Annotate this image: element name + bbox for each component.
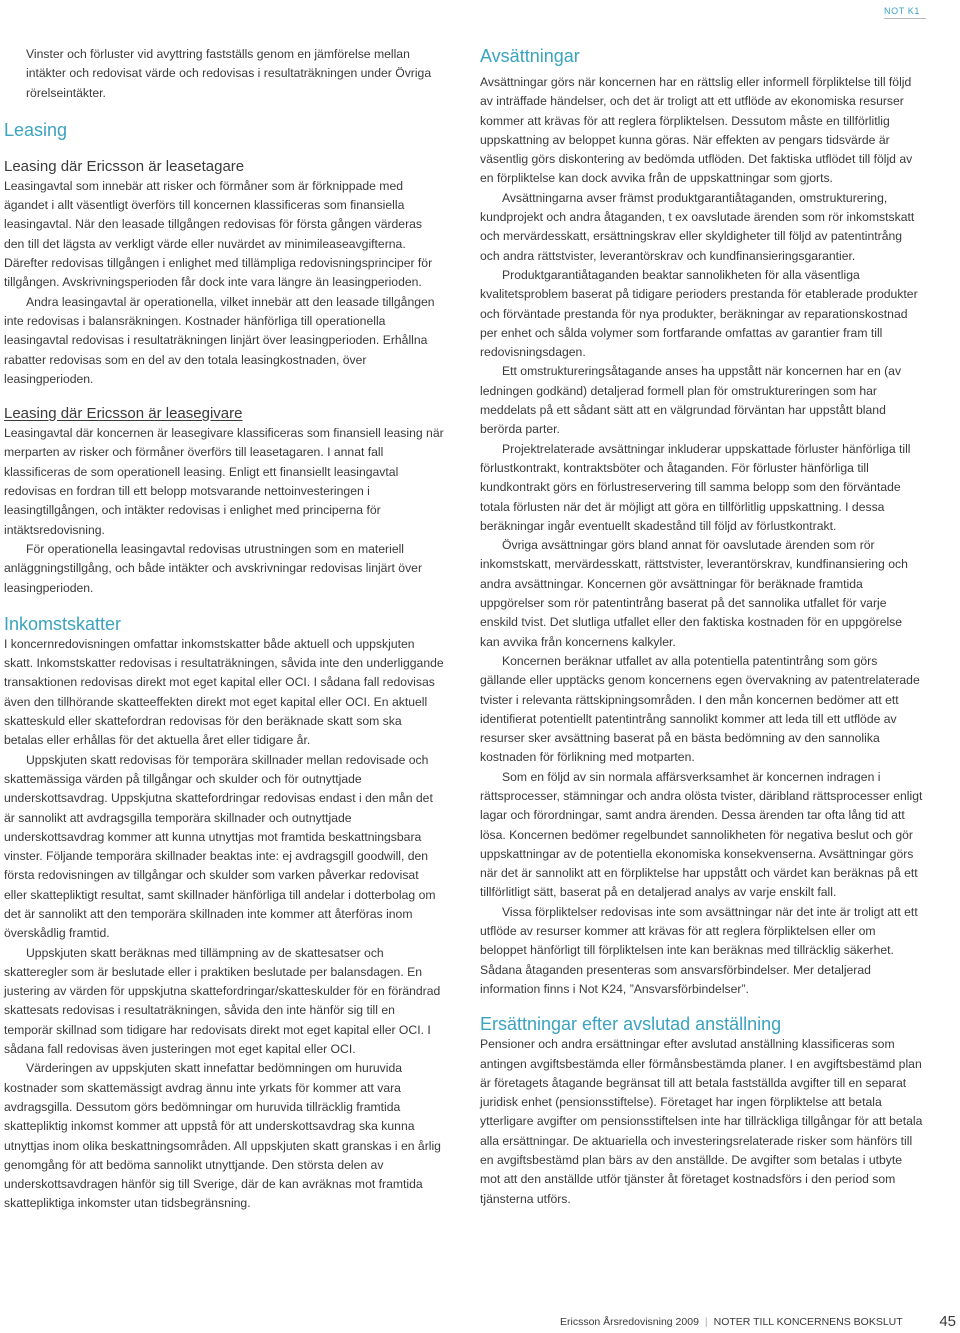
avsattningar-paragraph-6: Övriga avsättningar görs bland annat för oavslutade ärenden som rör inkomstskatt, mervärdesskatt, rättstvister, leverantörskrav, kundfinansiering och andra avsättningar. Koncernen gör avsättningar för beräknade framtida uppgörelser som rör patentintrång baserat på det sannolika utfallet för varje enskild tvist. Det slutliga utfallet eller den faktiska kostnaden för en uppgörelse kan avvika från koncernens kalkyler. [480, 538, 908, 649]
leasegivare-paragraph-2: För operationella leasingavtal redovisas utrustningen som en materiell anläggningstillgång, och både intäkter och avskrivningar redovisas linjärt över leasingperioden. [4, 541, 422, 595]
avsattningar-paragraph-7: Koncernen beräknar utfallet av alla potentiella patentintrång som görs gällande eller upptäcks genom koncernens egen övervakning av patentrelaterade tvister i relevanta rättskipningsområden. I den mån koncernen bedömer att ett identifierat potentiellt patentintrång sannolikt kommer att leda till ett utflöde av resurser sker avsättning baserat på en bästa bedömning av den sannolika kostnaden för förlikning med motparten. [480, 653, 920, 765]
footer-divider: | [704, 1316, 708, 1328]
page-number: 45 [939, 1313, 956, 1330]
leasetagare-paragraph-1: Leasingavtal som innebär att risker och förmåner som är förknippade med ägandet i allt väsentligt överförs till koncernen klassificeras som finansiella leasingavtal. När den leasade tillgången redovisas för första gången värderas den till det lägsta av verkligt värde eller nuvärdet av minimileaseavgifterna. Därefter redovisas tillgången i enlighet med tillämpliga redovisningsprinciper för tillgången. Avskrivningsperioden får dock inte vara längre än leasingperioden. [4, 178, 433, 290]
section-title-inkomstskatter: Inkomstskatter [4, 613, 122, 634]
inkomst-paragraph-1: I koncernredovisningen omfattar inkomstskatter både aktuell och uppskjuten skatt. Inkomstskatter redovisas i resultaträkningen, såvida inte den underliggande transaktionen redovisas direkt mot eget kapital eller OCI. I sådana fall redovisas även den tillhörande skatteeffekten direkt mot eget kapital eller OCI. En aktuell skatteskuld eller skattefordran redovisas för den beräknade skatt som ska betalas eller erhållas för det aktuella året eller tidigare år. [4, 636, 444, 748]
avsattningar-paragraph-4: Ett omstruktureringsåtagande anses ha uppstått när koncernen har en (av ledningen godkänd) detaljerad formell plan för omstruktureringen som har meddelats på ett sådant sätt att en välgrundad förväntan har uppstått bland berörda parter. [480, 364, 902, 437]
left-column [4, 45, 444, 1214]
note-label: NOT K1 [884, 2, 926, 19]
footer-report-title: Ericsson Årsredovisning 2009 [560, 1316, 699, 1328]
subsection-title-leasegivare: Leasing där Ericsson är leasegivare [4, 405, 243, 423]
footer-section-title: NOTER TILL KONCERNENS BOKSLUT [713, 1316, 903, 1328]
section-title-avsattningar: Avsättningar [480, 46, 580, 66]
subsection-title-leasetagare: Leasing där Ericsson är leasetagare [4, 157, 245, 175]
ersattningar-paragraph-1: Pensioner och andra ersättningar efter avslutad anställning klassificeras som antingen avgiftsbestämda eller förmånsbestämda planer. I en avgiftsbestämd plan är företagets åtagande begränsat till att betala fastställda avgifter till en separat juridisk enhet (pensionsstiftelse). Företaget har ingen förpliktelse att betala ytterligare avgifter om pensionsstiftelsen inte har tillräckliga tillgångar för att betala alla ersättningar. De aktuariella och investeringsrelaterade risker som hänförs till en avgiftsbestämd plan bärs av den anställde. De avgifter som betalas i utbyte mot att den anställde utför tjänster åt företaget kostnadsförs i den period som tjänsterna utförs. [480, 1037, 923, 1206]
avsattningar-paragraph-9: Vissa förpliktelser redovisas inte som avsättningar när det inte är troligt att ett utflöde av resurser kommer att krävas för att reglera förpliktelsen eller om beloppet hänförligt till förpliktelsen inte kan beräknas med tillräcklig säkerhet. Sådana åtaganden presenteras som ansvarsförbindelser. Mer detaljerad information finns i Not K24, ”Ansvarsförbindelser”. [480, 904, 918, 996]
section-title-leasing: Leasing [4, 119, 68, 140]
page-footer [560, 1313, 958, 1332]
intro-paragraph: Vinster och förluster vid avyttring fastställs genom en jämförelse mellan intäkter och redovisat värde och redovisas i resultaträkningen under Övriga rörelseintäkter. [26, 47, 432, 100]
leasetagare-paragraph-2: Andra leasingavtal är operationella, vilket innebär att den leasade tillgången inte redovisas i balansräkningen. Kostnader hänförliga till operationella leasingavtal redovisas i resultaträkningen linjärt över leasingperioden. Erhållna rabatter redovisas som en del av den totala leasingkostnaden, över leasingperioden. [4, 294, 435, 386]
avsattningar-paragraph-8: Som en följd av sin normala affärsverksamhet är koncernen indragen i rättsprocesser, stämningar och andra olösta tvister, däribland rättsprocesser enligt lagar och förordningar, samt andra ärenden. Dessa ärenden tar ofta lång tid att lösa. Koncernen bedömer regelbundet sannolikheten för negativa beslut och gör uppskattningar av de potentiella ekonomiska konsekvenserna. Avsättningar görs när det är sannolikt att en förpliktelse har uppstått och värdet kan beräknas på ett tillförlitligt sätt, baserat på en detaljerad analys av varje enskilt fall. [480, 769, 923, 900]
right-column [480, 45, 925, 1209]
section-title-ersattningar: Ersättningar efter avslutad anställning [480, 1014, 782, 1035]
avsattningar-paragraph-1: Avsättningar görs när koncernen har en rättslig eller informell förpliktelse till följd av inträffade händelser, och det är troligt att ett utflöde av ekonomiska resurser kommer att krävas för att reglera förpliktelsen. Dessutom måste en tillförlitlig uppskattning av beloppet kunna göras. När effekten av pengars tidsvärde är väsentlig görs diskontering av bedömda utflöden. Det faktiska utflödet till följd av en förpliktelse kan dock avvika från de uppskattningar som gjorts. [480, 75, 913, 186]
inkomst-paragraph-3: Uppskjuten skatt beräknas med tillämpning av de skattesatser och skatteregler som är beslutade eller i praktiken beslutade per balansdagen. En justering av värden för uppskjutna skattefordringar/skatteskulder för en förändrad skattesats redovisas i resultaträkningen, såvida den inte hänför sig till en temporär skillnad som tidigare har redovisats direkt mot eget kapital eller OCI. I sådana fall redovisas även justeringen mot eget kapital eller OCI. [4, 945, 441, 1057]
avsattningar-paragraph-3: Produktgarantiåtaganden beaktar sannolikheten för alla väsentliga kvalitetsproblem baserat på tidigare perioders prestanda för etablerade produkter och förväntade prestanda för nya produkter, beräkningar av reparationskostnad per enhet och sålda volymer som fortfarande omfattas av garantier fram till redovisningsdagen. [480, 267, 918, 360]
inkomst-paragraph-2: Uppskjuten skatt redovisas för temporära skillnader mellan redovisade och skattemässiga värden på tillgångar och skulder och för outnyttjade underskottsavdrag. Uppskjutna skattefordringar redovisas endast i den mån det är sannolikt att avdragsgilla temporära skillnader och outnyttjade underskottsavdrag kommer att kunna utnyttjas mot framtida beskattningsbara vinster. Följande temporära skillnader beaktas inte: ej avdragsgill goodwill, den första redovisningen av tillgångar och skulder som varken påverkar redovisat eller skattepliktigt resultat, samt skillnader hänförliga till andelar i dotterbolag om det är sannolikt att den temporära skillnaden inte kommer att återföras inom överskådlig framtid. [4, 752, 436, 941]
avsattningar-paragraph-2: Avsättningarna avser främst produktgarantiåtaganden, omstrukturering, kundprojekt och andra åtaganden, t ex oavslutade ärenden som rör inkomstskatt och mervärdesskatt, ersättningskrav eller skyldigheter till följd av patentintrång och andra rättstvister, leverantörskrav och kundfinansieringsgarantier. [480, 190, 915, 263]
avsattningar-paragraph-5: Projektrelaterade avsättningar inkluderar uppskattade förluster hänförliga till förlustkontrakt, kontraktsböter och åtaganden. För förluster hänförliga till kundkontrakt görs en förlustreservering till samma belopp som den förväntade totala förlusten när det är möjligt att göra en tillförlitlig uppskattning. I dessa beräkningar ingår eventuellt skadestånd till följd av förlustkontrakt. [480, 441, 911, 533]
inkomst-paragraph-4: Värderingen av uppskjuten skatt innefattar bedömningen om huruvida kostnader som skattemässigt avdrag ännu inte yrkats för kommer att vara avdragsgilla. Dessutom görs bedömningar om huruvida tillräcklig framtida skattepliktig inkomst kommer att uppstå för att underskottsavdrag ska kunna utnyttjas inom olika beskattningsområden. All uppskjuten skatt granskas i en årlig genomgång för att bedöma sannolikt utnyttjande. Den största delen av underskottsavdragen hänför sig till Sverige, där de kan avräknas mot framtida skattepliktiga inkomster utan tidsbegränsning. [4, 1061, 441, 1211]
leasegivare-paragraph-1: Leasingavtal där koncernen är leasegivare klassificeras som finansiell leasing när merparten av risker och förmåner överförs till leasetagaren. I annat fall klassificeras de som operationell leasing. Enligt ett finansiellt leasingavtal redovisas en fordran till ett belopp motsvarande nettoinvesteringen i leasingtillgången, och intäkter redovisas i enlighet med principerna för intäktsredovisning. [4, 426, 444, 537]
